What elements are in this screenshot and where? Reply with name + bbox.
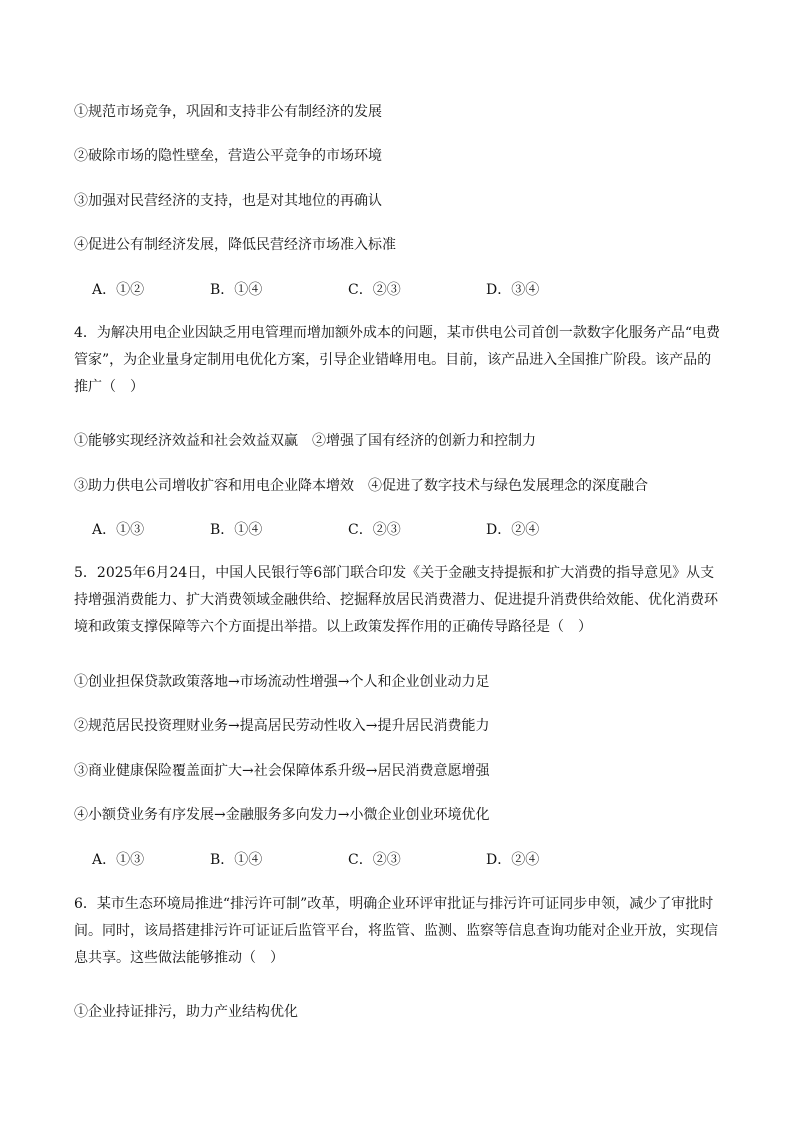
q5-item-3: ③商业健康保险覆盖面扩大→社会保障体系升级→居民消费意愿增强	[74, 763, 490, 779]
q3-item-3: ③加强对民营经济的支持，也是对其地位的再确认	[74, 193, 382, 209]
q3-item-2: ②破除市场的隐性壁垒，营造公平竞争的市场环境	[74, 148, 382, 164]
q5-options	[92, 850, 692, 870]
q4-item-row-2: ③助力供电公司增收扩容和用电企业降本增效 ④促进了数字技术与绿色发展理念的深度融合	[74, 478, 648, 494]
q5-option-c[interactable]: C．②③	[348, 852, 401, 868]
q3-option-d[interactable]: D．③④	[486, 282, 540, 298]
q5-item-1: ①创业担保贷款政策落地→市场流动性增强→个人和企业创业动力足	[74, 674, 490, 690]
q3-option-b[interactable]: B．①④	[210, 282, 263, 298]
q5-stem: 5．2025年6月24日，中国人民银行等6部门联合印发《关于金融支持提振和扩大消费的指导意见》从支持增强消费能力、扩大消费领域金融供给、挖掘释放居民消费潜力、促进提升消费供给效能、优化消费环境和政策支撑保障等六个方面提出举措。以上政策发挥作用的正确传导路径是（ ）	[74, 565, 718, 635]
q5-option-b[interactable]: B．①④	[210, 852, 263, 868]
q3-item-1: ①规范市场竞争，巩固和支持非公有制经济的发展	[74, 104, 382, 120]
q5-item-2: ②规范居民投资理财业务→提高居民劳动性收入→提升居民消费能力	[74, 718, 490, 734]
q4-item-row-1: ①能够实现经济效益和社会效益双赢 ②增强了国有经济的创新力和控制力	[74, 433, 536, 449]
q4-options	[92, 520, 692, 540]
q3-option-c[interactable]: C．②③	[348, 282, 401, 298]
q4-option-c[interactable]: C．②③	[348, 522, 401, 538]
q3-options	[92, 280, 692, 300]
q3-option-a[interactable]: A．①②	[92, 282, 145, 298]
q4-option-d[interactable]: D．②④	[486, 522, 540, 538]
q4-option-a[interactable]: A．①③	[92, 522, 145, 538]
q4-option-b[interactable]: B．①④	[210, 522, 263, 538]
q6-item-1: ①企业持证排污，助力产业结构优化	[74, 1004, 298, 1020]
q6-stem: 6．某市生态环境局推进“排污许可制”改革，明确企业环评审批证与排污许可证同步申领，减少了审批时间。同时，该局搭建排污许可证证后监管平台，将监管、监测、监察等信息查询功能对企业开放，实现信息共享。这些做法能够推动（ ）	[74, 896, 718, 966]
q4-stem: 4．为解决用电企业因缺乏用电管理而增加额外成本的问题，某市供电公司首创一款数字化服务产品“电费管家”，为企业量身定制用电优化方案，引导企业错峰用电。目前，该产品进入全国推广阶段。该产品的推广（ ）	[74, 325, 721, 395]
q5-option-d[interactable]: D．②④	[486, 852, 540, 868]
q3-item-4: ④促进公有制经济发展，降低民营经济市场准入标准	[74, 237, 396, 253]
q5-option-a[interactable]: A．①③	[92, 852, 145, 868]
q5-item-4: ④小额贷业务有序发展→金融服务多向发力→小微企业创业环境优化	[74, 807, 490, 823]
